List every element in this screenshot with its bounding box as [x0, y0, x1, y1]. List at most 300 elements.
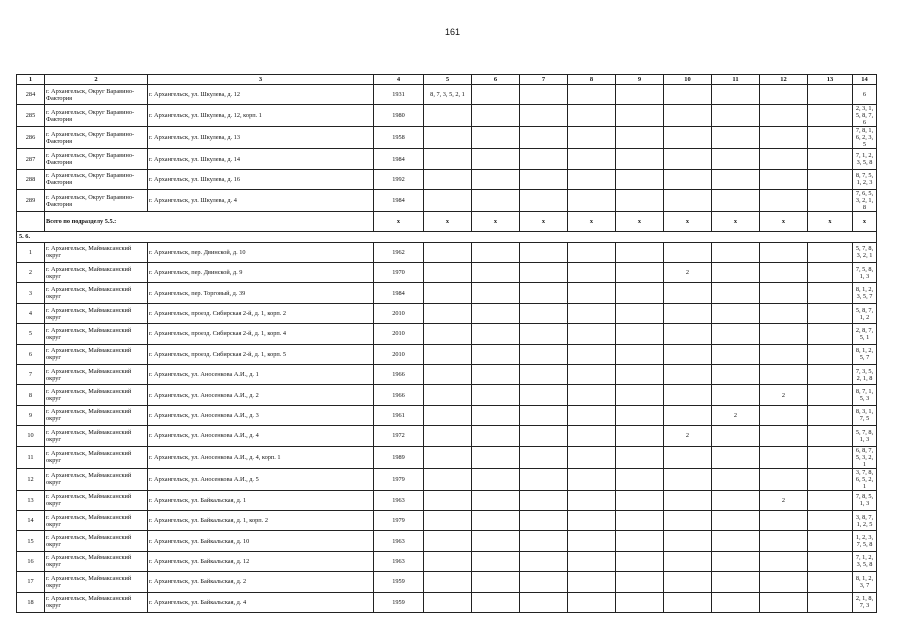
- col11-cell: [712, 105, 760, 127]
- col9-cell: [616, 468, 664, 490]
- col11-cell: [712, 365, 760, 385]
- col11-cell: [712, 190, 760, 212]
- col6-cell: [472, 190, 520, 212]
- col7-cell: [520, 510, 568, 530]
- col7-cell: [520, 490, 568, 510]
- col5-cell: [424, 426, 472, 446]
- address-cell: г. Архангельск, ул. Шкулева, д. 4: [148, 190, 374, 212]
- address-cell: г. Архангельск, ул. Аносенкова А.И., д. 4, корп. 1: [148, 446, 374, 468]
- col5-cell: [424, 468, 472, 490]
- col9-cell: [616, 127, 664, 149]
- col14-cell: 8, 1, 2, 3, 5, 7: [853, 283, 877, 303]
- col11-cell: 2: [712, 405, 760, 425]
- col13-cell: [808, 242, 853, 262]
- col12-cell: [760, 303, 808, 323]
- address-cell: г. Архангельск, ул. Байкальская, д. 2: [148, 572, 374, 592]
- col12-cell: [760, 242, 808, 262]
- year-cell: 1966: [374, 385, 424, 405]
- column-header: 8: [568, 75, 616, 85]
- col6-cell: [472, 263, 520, 283]
- district-cell: г. Архангельск, Округ Варавино-Фактория: [45, 85, 148, 105]
- col11-cell: [712, 85, 760, 105]
- col9-cell: [616, 551, 664, 571]
- address-cell: г. Архангельск, ул. Шкулева, д. 12: [148, 85, 374, 105]
- col6-cell: [472, 105, 520, 127]
- col12-cell: [760, 263, 808, 283]
- row-number-cell: 2: [17, 263, 45, 283]
- col7-cell: [520, 105, 568, 127]
- col11-cell: [712, 490, 760, 510]
- year-cell: 2010: [374, 324, 424, 344]
- col5-cell: [424, 303, 472, 323]
- subtotal-x-cell: x: [808, 212, 853, 232]
- row-number-cell: 287: [17, 149, 45, 169]
- district-cell: г. Архангельск, Маймаксанский округ: [45, 303, 148, 323]
- col14-cell: 8, 1, 2, 3, 7: [853, 572, 877, 592]
- col10-cell: 2: [664, 263, 712, 283]
- col5-cell: [424, 551, 472, 571]
- col8-cell: [568, 385, 616, 405]
- column-header: 14: [853, 75, 877, 85]
- address-cell: г. Архангельск, пер. Двинской, д. 9: [148, 263, 374, 283]
- col7-cell: [520, 446, 568, 468]
- col7-cell: [520, 365, 568, 385]
- col13-cell: [808, 385, 853, 405]
- table-row: [17, 149, 877, 169]
- col14-cell: 7, 8, 1, 6, 2, 3, 5: [853, 127, 877, 149]
- subtotal-x-cell: x: [568, 212, 616, 232]
- column-header: 12: [760, 75, 808, 85]
- col8-cell: [568, 344, 616, 364]
- col6-cell: [472, 169, 520, 189]
- address-cell: г. Архангельск, ул. Аносенкова А.И., д. 3: [148, 405, 374, 425]
- col9-cell: [616, 303, 664, 323]
- address-cell: г. Архангельск, проезд. Сибирская 2-й, д. 1, корп. 2: [148, 303, 374, 323]
- table-row: [17, 190, 877, 212]
- col11-cell: [712, 510, 760, 530]
- year-cell: 1963: [374, 551, 424, 571]
- col5-cell: [424, 169, 472, 189]
- year-cell: 2010: [374, 303, 424, 323]
- col8-cell: [568, 324, 616, 344]
- year-cell: 1979: [374, 468, 424, 490]
- row-number-cell: 17: [17, 572, 45, 592]
- subtotal-x-cell: x: [520, 212, 568, 232]
- col5-cell: [424, 344, 472, 364]
- col10-cell: [664, 85, 712, 105]
- row-number-cell: 9: [17, 405, 45, 425]
- col9-cell: [616, 344, 664, 364]
- col12-cell: [760, 344, 808, 364]
- table-row: [17, 344, 877, 364]
- col7-cell: [520, 263, 568, 283]
- col7-cell: [520, 592, 568, 612]
- table-row: [17, 446, 877, 468]
- year-cell: 1958: [374, 127, 424, 149]
- year-cell: 1984: [374, 190, 424, 212]
- col12-cell: [760, 324, 808, 344]
- col13-cell: [808, 169, 853, 189]
- col12-cell: [760, 446, 808, 468]
- year-cell: 1984: [374, 283, 424, 303]
- address-cell: г. Архангельск, ул. Аносенкова А.И., д. 2: [148, 385, 374, 405]
- table-row: [17, 405, 877, 425]
- address-cell: г. Архангельск, проезд. Сибирская 2-й, д. 1, корп. 4: [148, 324, 374, 344]
- district-cell: г. Архангельск, Маймаксанский округ: [45, 344, 148, 364]
- district-cell: г. Архангельск, Маймаксанский округ: [45, 242, 148, 262]
- col12-cell: [760, 405, 808, 425]
- col5-cell: [424, 531, 472, 551]
- row-number-cell: 284: [17, 85, 45, 105]
- col6-cell: [472, 344, 520, 364]
- address-cell: г. Архангельск, ул. Байкальская, д. 12: [148, 551, 374, 571]
- col6-cell: [472, 127, 520, 149]
- table-row: [17, 283, 877, 303]
- col7-cell: [520, 531, 568, 551]
- subtotal-x-cell: x: [760, 212, 808, 232]
- col12-cell: [760, 468, 808, 490]
- address-cell: г. Архангельск, пер. Двинской, д. 10: [148, 242, 374, 262]
- col14-cell: 6, 8, 7, 5, 3, 2, 1: [853, 446, 877, 468]
- row-number-cell: 12: [17, 468, 45, 490]
- col14-cell: 1, 2, 3, 7, 5, 8: [853, 531, 877, 551]
- col8-cell: [568, 490, 616, 510]
- col8-cell: [568, 510, 616, 530]
- col10-cell: [664, 105, 712, 127]
- col8-cell: [568, 365, 616, 385]
- row-number-cell: 285: [17, 105, 45, 127]
- year-cell: 1992: [374, 169, 424, 189]
- col9-cell: [616, 365, 664, 385]
- col13-cell: [808, 510, 853, 530]
- address-cell: г. Архангельск, ул. Шкулева, д. 16: [148, 169, 374, 189]
- row-number-cell: 8: [17, 385, 45, 405]
- header-row: [17, 75, 877, 85]
- col6-cell: [472, 551, 520, 571]
- district-cell: г. Архангельск, Маймаксанский округ: [45, 385, 148, 405]
- col14-cell: 5, 7, 8, 1, 3: [853, 426, 877, 446]
- col8-cell: [568, 531, 616, 551]
- col12-cell: [760, 510, 808, 530]
- table-row: [17, 303, 877, 323]
- table-row: [17, 105, 877, 127]
- col8-cell: [568, 446, 616, 468]
- district-cell: г. Архангельск, Маймаксанский округ: [45, 263, 148, 283]
- col5-cell: [424, 572, 472, 592]
- col14-cell: 2, 3, 1, 5, 8, 7, 6: [853, 105, 877, 127]
- col13-cell: [808, 551, 853, 571]
- col11-cell: [712, 344, 760, 364]
- year-cell: 1979: [374, 510, 424, 530]
- col13-cell: [808, 303, 853, 323]
- district-cell: г. Архангельск, Маймаксанский округ: [45, 468, 148, 490]
- col9-cell: [616, 283, 664, 303]
- col6-cell: [472, 242, 520, 262]
- district-cell: г. Архангельск, Маймаксанский округ: [45, 531, 148, 551]
- col10-cell: [664, 283, 712, 303]
- col6-cell: [472, 592, 520, 612]
- col5-cell: [424, 490, 472, 510]
- col13-cell: [808, 572, 853, 592]
- subtotal-x-cell: x: [853, 212, 877, 232]
- col9-cell: [616, 324, 664, 344]
- column-header: 3: [148, 75, 374, 85]
- district-cell: г. Архангельск, Маймаксанский округ: [45, 446, 148, 468]
- col14-cell: 5, 8, 7, 1, 2: [853, 303, 877, 323]
- col12-cell: 2: [760, 385, 808, 405]
- col5-cell: [424, 127, 472, 149]
- col7-cell: [520, 283, 568, 303]
- col7-cell: [520, 127, 568, 149]
- subtotal-x-cell: x: [374, 212, 424, 232]
- row-number-cell: 15: [17, 531, 45, 551]
- col6-cell: [472, 365, 520, 385]
- col13-cell: [808, 190, 853, 212]
- col11-cell: [712, 446, 760, 468]
- row-number-cell: 11: [17, 446, 45, 468]
- col9-cell: [616, 263, 664, 283]
- col11-cell: [712, 263, 760, 283]
- col7-cell: [520, 242, 568, 262]
- col9-cell: [616, 490, 664, 510]
- row-number-cell: 16: [17, 551, 45, 571]
- table-row: [17, 490, 877, 510]
- col8-cell: [568, 190, 616, 212]
- col9-cell: [616, 446, 664, 468]
- col7-cell: [520, 190, 568, 212]
- col13-cell: [808, 263, 853, 283]
- table-row: [17, 324, 877, 344]
- column-header: 9: [616, 75, 664, 85]
- col11-cell: [712, 385, 760, 405]
- col14-cell: 8, 3, 1, 7, 5: [853, 405, 877, 425]
- year-cell: 1962: [374, 242, 424, 262]
- district-cell: г. Архангельск, Округ Варавино-Фактория: [45, 190, 148, 212]
- col9-cell: [616, 426, 664, 446]
- col13-cell: [808, 283, 853, 303]
- column-header: 11: [712, 75, 760, 85]
- col12-cell: [760, 190, 808, 212]
- column-header: 6: [472, 75, 520, 85]
- col9-cell: [616, 531, 664, 551]
- col5-cell: [424, 385, 472, 405]
- col10-cell: [664, 385, 712, 405]
- col12-cell: [760, 551, 808, 571]
- col10-cell: [664, 510, 712, 530]
- year-cell: 2010: [374, 344, 424, 364]
- subtotal-x-cell: x: [472, 212, 520, 232]
- col8-cell: [568, 572, 616, 592]
- district-cell: г. Архангельск, Маймаксанский округ: [45, 551, 148, 571]
- col8-cell: [568, 303, 616, 323]
- col5-cell: [424, 283, 472, 303]
- col12-cell: [760, 127, 808, 149]
- col14-cell: 3, 7, 8, 6, 5, 2, 1: [853, 468, 877, 490]
- col5-cell: 8, 7, 3, 5, 2, 1: [424, 85, 472, 105]
- col13-cell: [808, 592, 853, 612]
- col10-cell: [664, 242, 712, 262]
- col13-cell: [808, 324, 853, 344]
- col13-cell: [808, 149, 853, 169]
- table-row: [17, 127, 877, 149]
- col8-cell: [568, 263, 616, 283]
- row-number-cell: 3: [17, 283, 45, 303]
- row-number-cell: 18: [17, 592, 45, 612]
- district-cell: г. Архангельск, Маймаксанский округ: [45, 365, 148, 385]
- col12-cell: 2: [760, 490, 808, 510]
- col7-cell: [520, 426, 568, 446]
- column-header: 7: [520, 75, 568, 85]
- col7-cell: [520, 385, 568, 405]
- col13-cell: [808, 127, 853, 149]
- col5-cell: [424, 405, 472, 425]
- table-row: [17, 551, 877, 571]
- subtotal-x-cell: x: [664, 212, 712, 232]
- col11-cell: [712, 572, 760, 592]
- district-cell: г. Архангельск, Маймаксанский округ: [45, 324, 148, 344]
- col11-cell: [712, 242, 760, 262]
- col13-cell: [808, 105, 853, 127]
- col11-cell: [712, 426, 760, 446]
- col10-cell: [664, 531, 712, 551]
- col10-cell: 2: [664, 426, 712, 446]
- col7-cell: [520, 468, 568, 490]
- col14-cell: 7, 5, 8, 1, 3: [853, 263, 877, 283]
- row-number-cell: 289: [17, 190, 45, 212]
- row-number-cell: 14: [17, 510, 45, 530]
- col10-cell: [664, 405, 712, 425]
- year-cell: 1959: [374, 572, 424, 592]
- col10-cell: [664, 551, 712, 571]
- district-cell: г. Архангельск, Маймаксанский округ: [45, 572, 148, 592]
- column-header: 5: [424, 75, 472, 85]
- table-row: [17, 385, 877, 405]
- year-cell: 1989: [374, 446, 424, 468]
- col7-cell: [520, 324, 568, 344]
- col6-cell: [472, 283, 520, 303]
- row-number-cell: 4: [17, 303, 45, 323]
- year-cell: 1931: [374, 85, 424, 105]
- col10-cell: [664, 365, 712, 385]
- col10-cell: [664, 344, 712, 364]
- col7-cell: [520, 85, 568, 105]
- col6-cell: [472, 303, 520, 323]
- address-cell: г. Архангельск, ул. Байкальская, д. 4: [148, 592, 374, 612]
- address-cell: г. Архангельск, ул. Байкальская, д. 10: [148, 531, 374, 551]
- col6-cell: [472, 324, 520, 344]
- col10-cell: [664, 468, 712, 490]
- col8-cell: [568, 468, 616, 490]
- col14-cell: 8, 7, 1, 5, 3: [853, 385, 877, 405]
- col9-cell: [616, 190, 664, 212]
- col11-cell: [712, 531, 760, 551]
- col14-cell: 8, 7, 5, 1, 2, 3: [853, 169, 877, 189]
- col5-cell: [424, 365, 472, 385]
- address-cell: г. Архангельск, ул. Байкальская, д. 1, корп. 2: [148, 510, 374, 530]
- col13-cell: [808, 446, 853, 468]
- col14-cell: 7, 1, 2, 3, 5, 8: [853, 149, 877, 169]
- col12-cell: [760, 149, 808, 169]
- col13-cell: [808, 468, 853, 490]
- col10-cell: [664, 190, 712, 212]
- col5-cell: [424, 592, 472, 612]
- col13-cell: [808, 426, 853, 446]
- year-cell: 1963: [374, 490, 424, 510]
- col14-cell: 7, 3, 5, 2, 1, 8: [853, 365, 877, 385]
- col13-cell: [808, 85, 853, 105]
- table-row: [17, 85, 877, 105]
- col8-cell: [568, 105, 616, 127]
- col11-cell: [712, 592, 760, 612]
- district-cell: г. Архангельск, Маймаксанский округ: [45, 592, 148, 612]
- row-number-cell: 5: [17, 324, 45, 344]
- col10-cell: [664, 572, 712, 592]
- district-cell: г. Архангельск, Маймаксанский округ: [45, 405, 148, 425]
- col9-cell: [616, 149, 664, 169]
- col8-cell: [568, 242, 616, 262]
- col6-cell: [472, 426, 520, 446]
- col6-cell: [472, 468, 520, 490]
- address-cell: г. Архангельск, проезд. Сибирская 2-й, д. 1, корп. 5: [148, 344, 374, 364]
- table-row: [17, 572, 877, 592]
- section-row: [17, 232, 877, 243]
- col9-cell: [616, 385, 664, 405]
- table-row: [17, 169, 877, 189]
- col6-cell: [472, 572, 520, 592]
- year-cell: 1961: [374, 405, 424, 425]
- col12-cell: [760, 85, 808, 105]
- year-cell: 1980: [374, 105, 424, 127]
- column-header: 10: [664, 75, 712, 85]
- col5-cell: [424, 446, 472, 468]
- col6-cell: [472, 490, 520, 510]
- col12-cell: [760, 283, 808, 303]
- district-cell: г. Архангельск, Маймаксанский округ: [45, 283, 148, 303]
- address-cell: г. Архангельск, ул. Байкальская, д. 1: [148, 490, 374, 510]
- subtotal-row: [17, 212, 877, 232]
- col9-cell: [616, 405, 664, 425]
- col12-cell: [760, 105, 808, 127]
- col8-cell: [568, 426, 616, 446]
- year-cell: 1963: [374, 531, 424, 551]
- col13-cell: [808, 531, 853, 551]
- row-number-cell: 7: [17, 365, 45, 385]
- subtotal-x-cell: x: [424, 212, 472, 232]
- col13-cell: [808, 344, 853, 364]
- col8-cell: [568, 551, 616, 571]
- col14-cell: 2, 8, 7, 5, 1: [853, 324, 877, 344]
- table-row: [17, 365, 877, 385]
- district-cell: г. Архангельск, Округ Варавино-Фактория: [45, 149, 148, 169]
- col5-cell: [424, 190, 472, 212]
- address-cell: г. Архангельск, ул. Шкулева, д. 12, корп. 1: [148, 105, 374, 127]
- col10-cell: [664, 169, 712, 189]
- col9-cell: [616, 85, 664, 105]
- col6-cell: [472, 149, 520, 169]
- column-header: 4: [374, 75, 424, 85]
- col9-cell: [616, 105, 664, 127]
- col10-cell: [664, 446, 712, 468]
- col10-cell: [664, 324, 712, 344]
- table-row: [17, 263, 877, 283]
- col14-cell: 7, 1, 2, 3, 5, 8: [853, 551, 877, 571]
- col5-cell: [424, 324, 472, 344]
- register-table: [16, 74, 877, 613]
- subtotal-x-cell: x: [712, 212, 760, 232]
- col5-cell: [424, 510, 472, 530]
- col6-cell: [472, 531, 520, 551]
- col5-cell: [424, 105, 472, 127]
